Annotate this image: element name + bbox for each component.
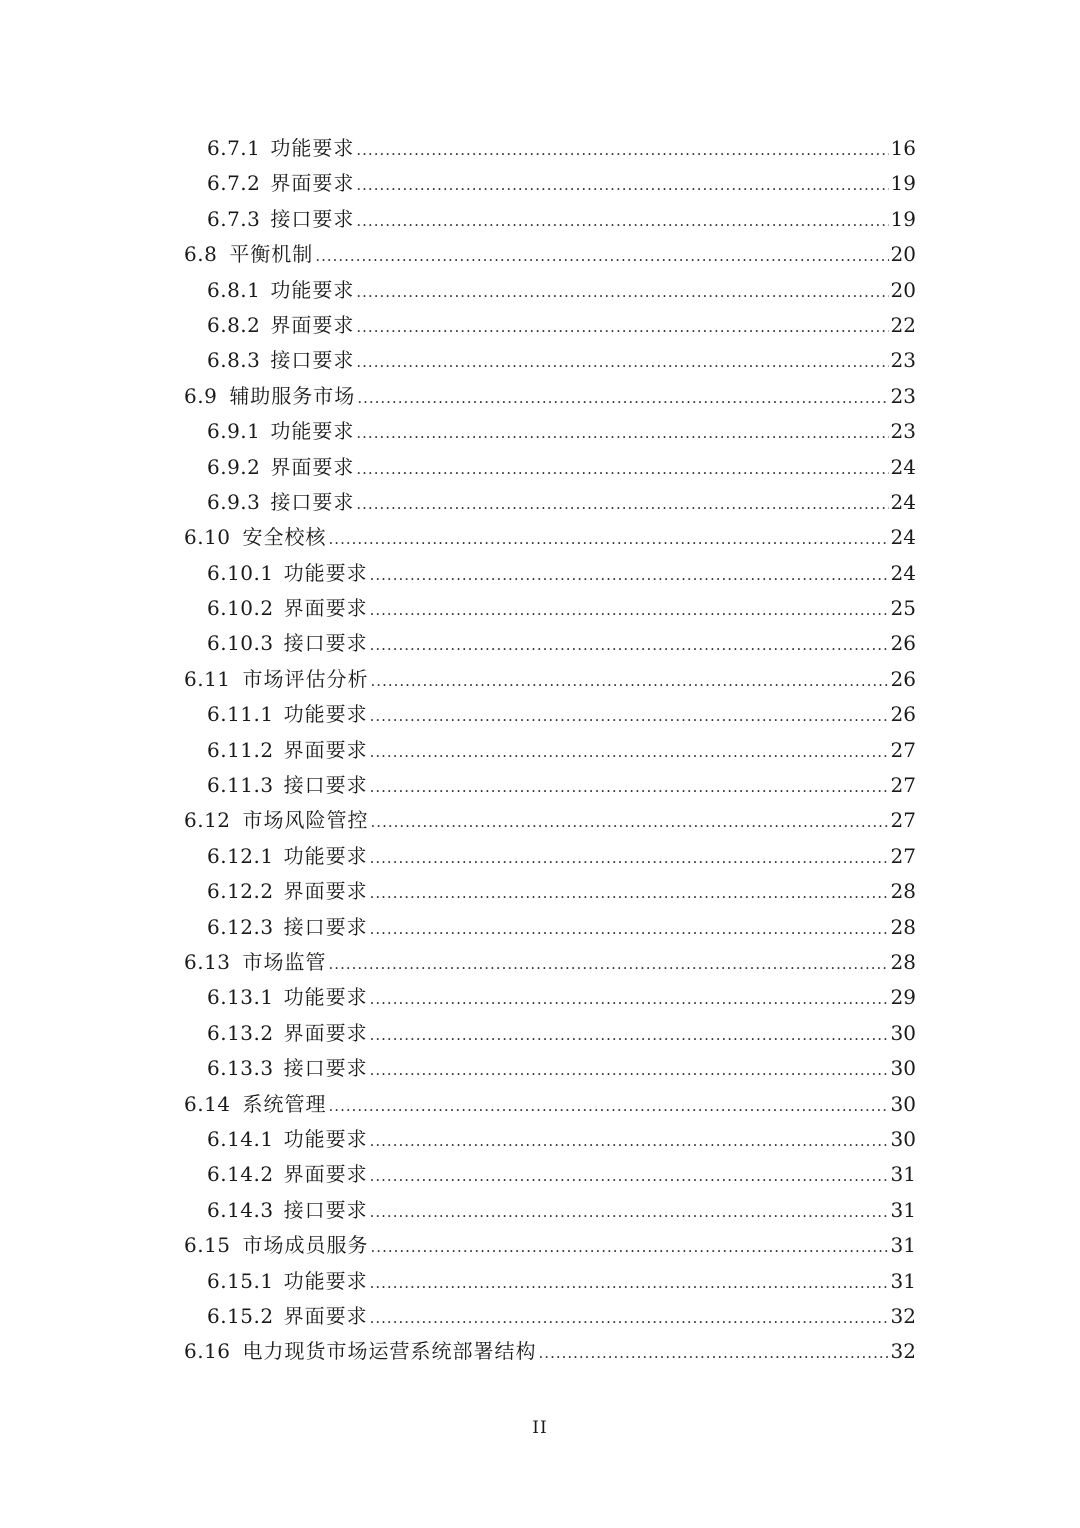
toc-entry-title: 接口要求: [270, 206, 355, 231]
toc-entry-number: 6.11: [184, 666, 231, 691]
toc-dot-leader: [370, 699, 889, 734]
toc-entry[interactable]: [184, 485, 916, 520]
toc-dot-leader: [329, 522, 889, 557]
toc-entry-page: 20: [890, 242, 916, 267]
toc-entry-page: 30: [890, 1020, 916, 1045]
toc-dot-leader: [371, 1230, 889, 1265]
toc-entry[interactable]: [184, 343, 916, 378]
toc-entry-page: 31: [890, 1197, 916, 1222]
toc-entry-page: 27: [890, 737, 916, 762]
toc-entry-number: 6.10.3: [207, 631, 274, 656]
toc-entry-page: 28: [890, 879, 916, 904]
toc-entry[interactable]: [184, 626, 916, 661]
toc-entry-page: 31: [890, 1268, 916, 1293]
toc-entry-title: 功能要求: [270, 419, 355, 444]
toc-entry-page: 31: [890, 1162, 916, 1187]
toc-entry-number: 6.10.1: [207, 560, 274, 585]
toc-entry-number: 6.7.2: [207, 171, 261, 196]
toc-entry-title: 市场成员服务: [242, 1233, 369, 1258]
toc-entry-title: 界面要求: [283, 596, 368, 621]
toc-entry-number: 6.13.2: [207, 1020, 274, 1045]
toc-entry-number: 6.11.1: [207, 702, 274, 727]
table-of-contents: [184, 131, 916, 1370]
toc-dot-leader: [329, 1089, 889, 1124]
toc-entry-title: 平衡机制: [229, 242, 314, 267]
toc-entry-page: 27: [890, 808, 916, 833]
toc-entry-title: 功能要求: [283, 1268, 368, 1293]
toc-dot-leader: [356, 310, 888, 345]
toc-entry[interactable]: [184, 803, 916, 838]
toc-entry-page: 24: [890, 525, 916, 550]
toc-entry-number: 6.12: [184, 808, 231, 833]
toc-entry-title: 接口要求: [283, 914, 368, 939]
toc-entry[interactable]: [184, 273, 916, 308]
toc-entry-number: 6.8.2: [207, 312, 261, 337]
toc-entry-title: 接口要求: [270, 348, 355, 373]
toc-entry-title: 功能要求: [283, 985, 368, 1010]
toc-entry-number: 6.8.3: [207, 348, 261, 373]
toc-entry-title: 市场监管: [242, 949, 327, 974]
toc-entry-page: 24: [890, 489, 916, 514]
toc-entry-number: 6.7.3: [207, 206, 261, 231]
toc-entry-page: 27: [890, 773, 916, 798]
toc-entry[interactable]: [184, 308, 916, 343]
toc-entry[interactable]: [184, 945, 916, 980]
toc-entry[interactable]: [184, 1016, 916, 1051]
toc-entry-page: 22: [890, 312, 916, 337]
toc-dot-leader: [371, 664, 889, 699]
toc-entry-title: 界面要求: [283, 737, 368, 762]
toc-entry[interactable]: [184, 414, 916, 449]
toc-entry-number: 6.13.1: [207, 985, 274, 1010]
toc-entry[interactable]: [184, 1334, 916, 1369]
toc-dot-leader: [370, 593, 889, 628]
toc-dot-leader: [370, 770, 889, 805]
toc-dot-leader: [370, 735, 889, 770]
toc-dot-leader: [539, 1336, 889, 1371]
toc-entry[interactable]: [184, 1228, 916, 1263]
toc-entry-title: 界面要求: [270, 171, 355, 196]
toc-entry-number: 6.14.3: [207, 1197, 274, 1222]
toc-entry-page: 28: [890, 914, 916, 939]
toc-entry-number: 6.14: [184, 1091, 231, 1116]
toc-entry[interactable]: [184, 768, 916, 803]
toc-dot-leader: [356, 168, 888, 203]
toc-entry-page: 26: [890, 666, 916, 691]
toc-entry-number: 6.14.2: [207, 1162, 274, 1187]
toc-dot-leader: [370, 1159, 889, 1194]
toc-entry[interactable]: [184, 1299, 916, 1334]
toc-entry-number: 6.15: [184, 1233, 231, 1258]
toc-entry-number: 6.8: [184, 242, 218, 267]
toc-entry-page: 28: [890, 949, 916, 974]
toc-entry-title: 安全校核: [242, 525, 327, 550]
toc-entry-page: 29: [890, 985, 916, 1010]
toc-entry-page: 26: [890, 631, 916, 656]
toc-entry-number: 6.15.2: [207, 1303, 274, 1328]
toc-entry[interactable]: [184, 1193, 916, 1228]
toc-entry[interactable]: [184, 1051, 916, 1086]
toc-dot-leader: [356, 452, 888, 487]
toc-entry-page: 30: [890, 1091, 916, 1116]
toc-dot-leader: [370, 1301, 889, 1336]
toc-dot-leader: [356, 204, 888, 239]
toc-entry-number: 6.16: [184, 1339, 231, 1364]
toc-dot-leader: [370, 628, 889, 663]
toc-entry[interactable]: [184, 237, 916, 272]
toc-dot-leader: [370, 1124, 889, 1159]
toc-entry-page: 20: [890, 277, 916, 302]
toc-entry-page: 32: [890, 1303, 916, 1328]
toc-entry-page: 32: [890, 1339, 916, 1364]
toc-entry-title: 接口要求: [270, 489, 355, 514]
toc-entry-page: 23: [890, 348, 916, 373]
toc-entry-number: 6.12.1: [207, 843, 274, 868]
toc-dot-leader: [370, 1195, 889, 1230]
toc-entry[interactable]: [184, 520, 916, 555]
toc-entry[interactable]: [184, 697, 916, 732]
toc-dot-leader: [356, 416, 888, 451]
toc-entry-number: 6.13: [184, 949, 231, 974]
toc-entry[interactable]: [184, 591, 916, 626]
toc-dot-leader: [370, 876, 889, 911]
toc-entry-page: 23: [890, 419, 916, 444]
toc-dot-leader: [370, 982, 889, 1017]
toc-dot-leader: [356, 487, 888, 522]
toc-dot-leader: [370, 912, 889, 947]
toc-entry-title: 系统管理: [242, 1091, 327, 1116]
toc-entry-page: 30: [890, 1056, 916, 1081]
toc-entry-title: 功能要求: [283, 702, 368, 727]
toc-dot-leader: [329, 947, 889, 982]
toc-entry[interactable]: [184, 379, 916, 414]
toc-entry[interactable]: [184, 1157, 916, 1192]
toc-entry-title: 界面要求: [270, 312, 355, 337]
toc-entry-title: 界面要求: [270, 454, 355, 479]
toc-entry-page: 31: [890, 1233, 916, 1258]
toc-entry-page: 19: [890, 206, 916, 231]
toc-entry-number: 6.8.1: [207, 277, 261, 302]
toc-entry-title: 功能要求: [283, 843, 368, 868]
toc-dot-leader: [371, 805, 889, 840]
toc-entry[interactable]: [184, 733, 916, 768]
toc-entry-number: 6.13.3: [207, 1056, 274, 1081]
toc-entry-title: 辅助服务市场: [229, 383, 356, 408]
toc-entry-title: 功能要求: [270, 277, 355, 302]
toc-dot-leader: [370, 1266, 889, 1301]
page-number-footer: II: [532, 1418, 548, 1438]
toc-entry-page: 23: [890, 383, 916, 408]
toc-entry-title: 界面要求: [283, 1162, 368, 1187]
toc-dot-leader: [370, 841, 889, 876]
toc-entry-title: 功能要求: [283, 560, 368, 585]
toc-entry-page: 19: [890, 171, 916, 196]
toc-entry-page: 24: [890, 560, 916, 585]
toc-entry-title: 功能要求: [270, 136, 355, 160]
toc-entry-number: 6.7.1: [207, 136, 261, 160]
toc-dot-leader: [356, 345, 888, 380]
toc-entry-title: 接口要求: [283, 773, 368, 798]
toc-entry-title: 电力现货市场运营系统部署结构: [242, 1339, 537, 1364]
toc-entry[interactable]: [184, 556, 916, 591]
toc-entry[interactable]: [184, 131, 916, 166]
toc-entry[interactable]: [184, 980, 916, 1015]
toc-entry-page: 16: [890, 136, 916, 160]
toc-entry-page: 26: [890, 702, 916, 727]
toc-entry-title: 市场风险管控: [242, 808, 369, 833]
toc-entry-page: 25: [890, 596, 916, 621]
toc-entry-number: 6.14.1: [207, 1126, 274, 1151]
toc-dot-leader: [370, 1053, 889, 1088]
toc-dot-leader: [356, 133, 888, 168]
toc-entry[interactable]: [184, 662, 916, 697]
toc-dot-leader: [315, 239, 888, 274]
toc-entry[interactable]: [184, 1087, 916, 1122]
toc-entry[interactable]: [184, 1122, 916, 1157]
toc-entry-number: 6.11.3: [207, 773, 274, 798]
toc-dot-leader: [356, 275, 888, 310]
toc-entry-title: 界面要求: [283, 879, 368, 904]
toc-entry-number: 6.11.2: [207, 737, 274, 762]
toc-dot-leader: [357, 381, 888, 416]
toc-entry-title: 市场评估分析: [242, 666, 369, 691]
toc-entry-number: 6.12.3: [207, 914, 274, 939]
toc-dot-leader: [370, 1018, 889, 1053]
toc-entry[interactable]: [184, 1264, 916, 1299]
toc-entry-number: 6.10.2: [207, 596, 274, 621]
toc-entry[interactable]: [184, 202, 916, 237]
toc-entry-page: 30: [890, 1126, 916, 1151]
toc-dot-leader: [370, 558, 889, 593]
toc-entry-page: 27: [890, 843, 916, 868]
toc-entry-number: 6.9.3: [207, 489, 261, 514]
toc-entry-title: 接口要求: [283, 1197, 368, 1222]
toc-entry-number: 6.10: [184, 525, 231, 550]
toc-entry-number: 6.9: [184, 383, 218, 408]
toc-entry-title: 接口要求: [283, 631, 368, 656]
toc-entry-title: 接口要求: [283, 1056, 368, 1081]
toc-entry[interactable]: [184, 839, 916, 874]
toc-entry-page: 24: [890, 454, 916, 479]
toc-entry-number: 6.12.2: [207, 879, 274, 904]
toc-entry[interactable]: [184, 910, 916, 945]
toc-entry-number: 6.15.1: [207, 1268, 274, 1293]
toc-entry-number: 6.9.1: [207, 419, 261, 444]
toc-entry-title: 界面要求: [283, 1303, 368, 1328]
toc-entry-title: 功能要求: [283, 1126, 368, 1151]
toc-entry-number: 6.9.2: [207, 454, 261, 479]
toc-entry[interactable]: [184, 166, 916, 201]
toc-entry[interactable]: [184, 874, 916, 909]
toc-entry-title: 界面要求: [283, 1020, 368, 1045]
toc-entry[interactable]: [184, 450, 916, 485]
